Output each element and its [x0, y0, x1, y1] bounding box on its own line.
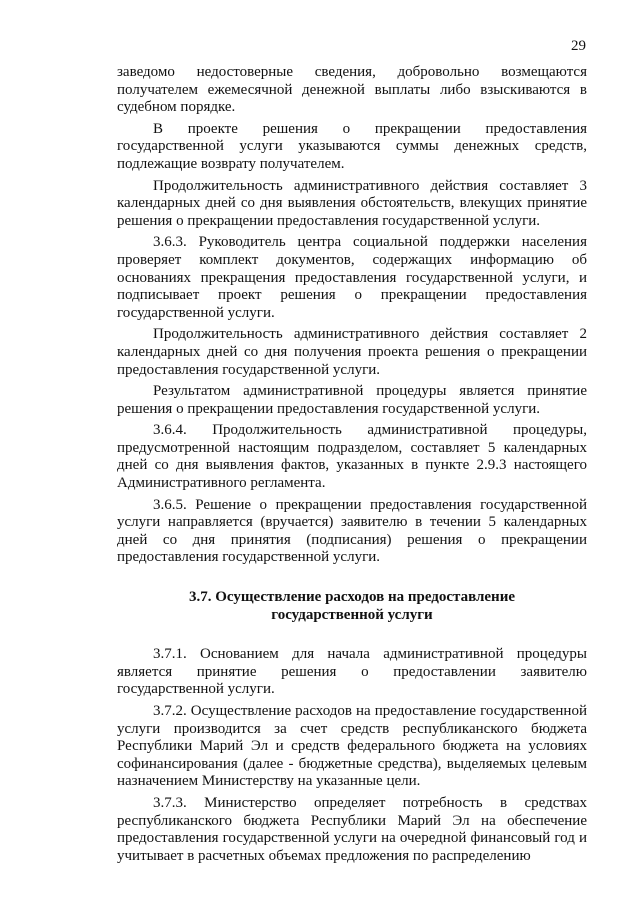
paragraph-refund: В проекте решения о прекращении предоставления государственной услуги указываются суммы денежных средств, подлежащие возврату получателем.: [117, 120, 587, 172]
document-body: [117, 64, 587, 865]
section-heading-line-1: 3.7. Осуществление расходов на предоставление: [189, 589, 515, 606]
paragraph-3-7-1: 3.7.1. Основанием для начала административной процедуры является принятие решения о предоставлении заявителю государственной услуги.: [117, 646, 587, 698]
paragraph-3-7-3: 3.7.3. Министерство определяет потребность в средствах республиканского бюджета Республики Марий Эл на обеспечение предоставления государственной услуги на очередной финансовый год и учитывает в расчетных объемах предложения по распределению: [117, 794, 587, 864]
page-number: 29: [571, 38, 586, 54]
section-heading-3-7: [117, 589, 587, 624]
paragraph-3-6-5: 3.6.5. Решение о прекращении предоставления государственной услуги направляется (вручается) заявителю в течении 5 календарных дней со дня принятия (подписания) решения о прекращении предоставления государственной услуги.: [117, 496, 587, 566]
paragraph-3-7-2: 3.7.2. Осуществление расходов на предоставление государственной услуги производится за счет средств республиканского бюджета Республики Марий Эл и средств федерального бюджета на условиях софинансирования (далее - бюджетные средства), выделяемых целевым назначением Министерству на указанные цели.: [117, 703, 587, 790]
paragraph-3-6-4: 3.6.4. Продолжительность административной процедуры, предусмотренной настоящим подразделом, составляет 5 календарных дней со дня выявления фактов, указанных в пункте 2.9.3 настоящего Административного регламента.: [117, 422, 587, 492]
paragraph-duration-3-days: Продолжительность административного действия составляет 3 календарных дней со дня выявления обстоятельств, влекущих принятие решения о прекращении предоставления государственной услуги.: [117, 177, 587, 229]
paragraph-result: Результатом административной процедуры является принятие решения о прекращении предоставления государственной услуги.: [117, 383, 587, 417]
paragraph-continuation: заведомо недостоверные сведения, добровольно возмещаются получателем ежемесячной денежной выплаты либо взыскиваются в судебном порядке.: [117, 64, 587, 116]
paragraph-3-6-3: 3.6.3. Руководитель центра социальной поддержки населения проверяет комплект документов, содержащих информацию об основаниях прекращения предоставления государственной услуги, и подписывает проект решения о прекращении предоставления государственной услуги.: [117, 234, 587, 321]
section-heading-line-2: государственной услуги: [271, 606, 433, 623]
paragraph-duration-2-days: Продолжительность административного действия составляет 2 календарных дней со дня получения проекта решения о прекращении предоставления государственной услуги.: [117, 326, 587, 378]
